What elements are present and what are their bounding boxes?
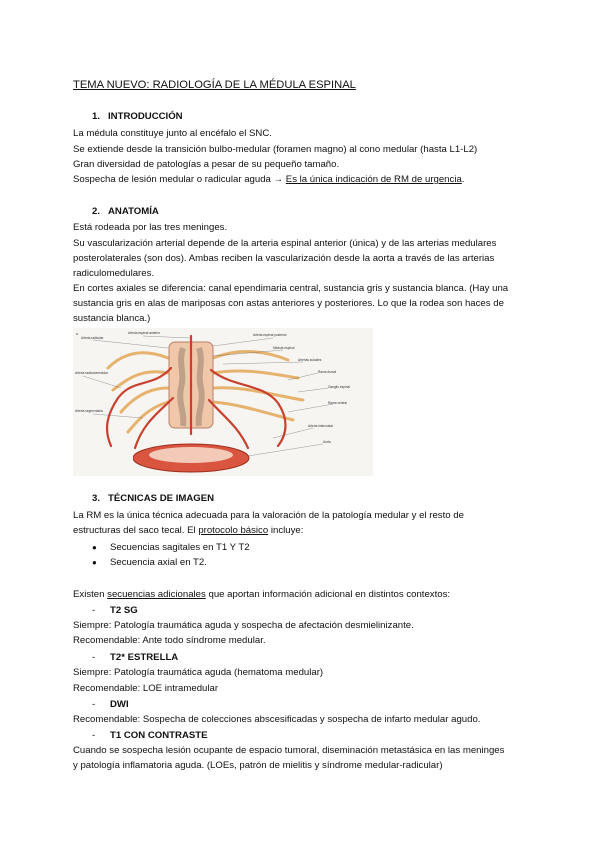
bullet-text: Secuencia axial en T2.: [110, 557, 207, 568]
figure-label: Arteria intercostal: [308, 424, 333, 428]
text-prefix: estructuras del saco tecal. El: [73, 525, 199, 536]
paragraph-line: Está rodeada por las tres meninges.: [73, 222, 228, 233]
paragraph-line: [73, 174, 464, 186]
paragraph-line: Recomendable: Ante todo síndrome medular.: [73, 635, 266, 646]
section-title: TÉCNICAS DE IMAGEN: [108, 493, 215, 504]
bullet-item: [92, 557, 207, 569]
section-3-heading: [92, 493, 214, 505]
paragraph-line: Su vascularización arterial depende de la arteria espinal anterior (única) y de las arterias medulares: [73, 238, 497, 249]
dash-marker: -: [92, 699, 96, 710]
text-prefix: Sospecha de lesión medular o radicular aguda →: [73, 174, 286, 185]
text-suffix: que aportan información adicional en distintos contextos:: [205, 589, 451, 600]
aorta-lumen: [149, 447, 233, 463]
text-suffix: incluye:: [268, 525, 304, 536]
paragraph-line: La médula constituye junto al encéfalo el SNC.: [73, 128, 272, 139]
sequence-name: DWI: [110, 699, 129, 710]
paragraph-line: posterolaterales (son dos). Ambas reciben la vascularización desde la aorta a través de las arterias: [73, 253, 495, 264]
bullet-text: Secuencias sagitales en T1 Y T2: [110, 542, 250, 553]
section-2-heading: [92, 206, 159, 218]
figure-label: Arteria espinal anterior: [128, 331, 161, 335]
text-suffix: .: [461, 174, 465, 185]
dash-marker: -: [92, 652, 96, 663]
paragraph-line: Cuando se sospecha lesión ocupante de espacio tumoral, diseminación metastásica en las meninges: [73, 745, 505, 756]
section-number: 3.: [92, 493, 101, 504]
paragraph-line: radiculomedulares.: [73, 268, 155, 279]
figure-label: Ganglio espinal: [328, 385, 350, 389]
dash-marker: -: [92, 605, 96, 616]
underlined-text: Es la única indicación de RM de urgencia: [285, 174, 462, 185]
figure-label: Arteria segmentaria: [75, 409, 103, 413]
sequence-name: T2 SG: [110, 605, 138, 616]
paragraph-line: sustancia blanca.): [73, 313, 151, 324]
figure-label: Arteria radicular: [81, 336, 104, 340]
paragraph-line: Siempre: Patología traumática aguda (hematoma medular): [73, 667, 324, 678]
section-title: INTRODUCCIÓN: [108, 111, 183, 122]
text-prefix: Existen: [73, 589, 108, 600]
sequence-heading: [92, 699, 129, 711]
spinal-cord-illustration: [73, 328, 373, 476]
bullet-icon: ●: [92, 543, 97, 552]
paragraph-line: Siempre: Patología traumática aguda y sospecha de afectación desmielinizante.: [73, 620, 414, 631]
section-number: 2.: [92, 206, 101, 217]
section-title: ANATOMÍA: [108, 206, 159, 217]
figure-label: Aorta: [323, 440, 331, 444]
section-number: 1.: [92, 111, 101, 122]
sequence-heading: [92, 605, 138, 617]
figure-label: Arterias sulcales: [298, 358, 322, 362]
gray-matter: [199, 348, 202, 426]
figure-label: Arteria espinal posterior: [253, 333, 287, 337]
paragraph-line: Recomendable: LOE intramedular: [73, 683, 219, 694]
sequence-name: T1 CON CONTRASTE: [110, 730, 208, 741]
paragraph-line: La RM es la única técnica adecuada para la valoración de la patología medular y el resto de: [73, 510, 464, 521]
underlined-text: secuencias adicionales: [107, 589, 206, 600]
anatomy-drawing: [73, 328, 373, 476]
bullet-icon: ●: [92, 558, 97, 567]
paragraph-line: [73, 589, 450, 601]
bullet-item: [92, 542, 250, 554]
paragraph-line: Gran diversidad de patologías a pesar de su pequeño tamaño.: [73, 159, 340, 170]
underlined-text: protocolo básico: [198, 525, 269, 536]
sequence-name: T2* ESTRELLA: [110, 652, 179, 663]
paragraph-line: sustancia gris en alas de mariposas con astas anteriores y posteriores. Lo que la rodea son haces de: [73, 298, 504, 309]
paragraph-line: [73, 525, 303, 537]
gray-matter: [180, 348, 183, 426]
sequence-heading: [92, 652, 178, 664]
sequence-heading: [92, 730, 208, 742]
section-1-heading: [92, 111, 183, 123]
figure-label: Médula espinal: [273, 346, 295, 350]
figure-label: Arteria radiculomedular: [75, 371, 108, 375]
paragraph-line: Recomendable: Sospecha de colecciones abscesificadas y sospecha de infarto medular agudo.: [73, 714, 481, 725]
figure-label: Rama ventral: [328, 401, 347, 405]
paragraph-line: En cortes axiales se diferencia: canal ependimaria central, sustancia gris y sustancia blanca. (Hay una: [73, 283, 509, 294]
figure-label: Rama dorsal: [318, 370, 337, 374]
page-title: TEMA NUEVO: RADIOLOGÍA DE LA MÉDULA ESPINAL: [73, 79, 356, 91]
paragraph-line: y patología inflamatoria aguda. (LOEs, patrón de mielitis y síndrome medular-radicular): [73, 760, 443, 771]
paragraph-line: Se extiende desde la transición bulbo-medular (foramen magno) al cono medular (hasta L1-L2): [73, 144, 478, 155]
figure-label: a: [76, 332, 78, 336]
dash-marker: -: [92, 730, 96, 741]
